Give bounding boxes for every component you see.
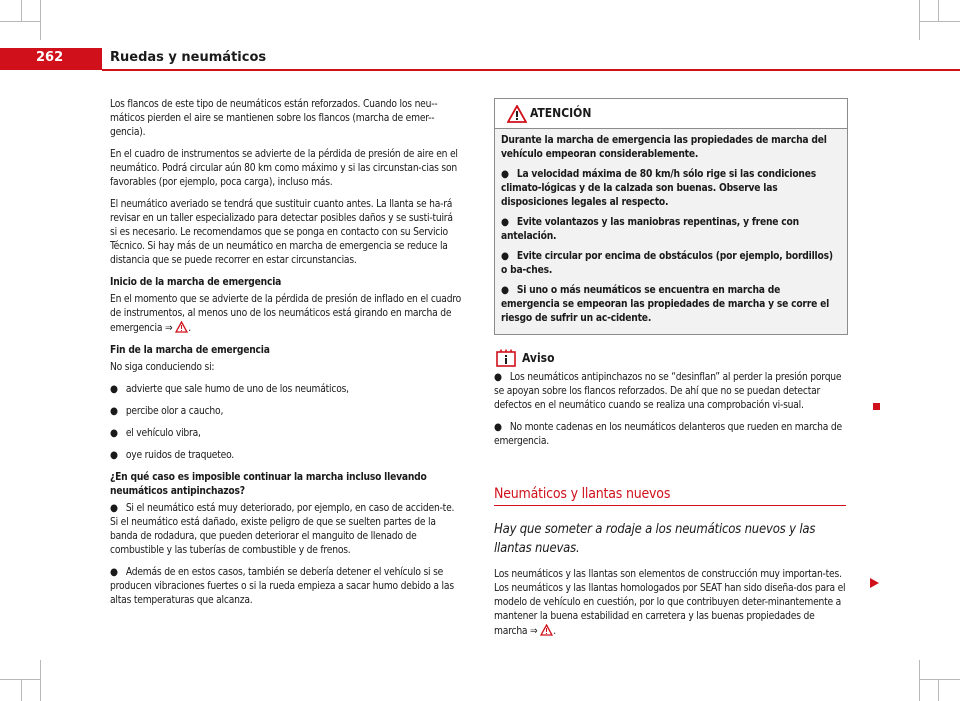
bullet-icon: ● <box>110 406 118 417</box>
warning-item <box>501 216 841 244</box>
list-item-text: advierte que sale humo de uno de los neumáticos, <box>125 384 349 395</box>
page-number: 262 <box>36 50 64 65</box>
warning-triangle-icon <box>507 105 527 123</box>
warning-item-text: Si uno o más neumáticos se encuentra en marcha de emergencia se empeoran las propiedades de marcha y se corre el riesgo de sufrir un ac-cidente. <box>501 285 830 324</box>
paragraph <box>494 568 846 639</box>
crop-mark <box>0 679 40 680</box>
section-title: Neumáticos y llantas nuevos <box>494 486 671 502</box>
crop-mark <box>40 0 41 40</box>
warning-item-text: Evite circular por encima de obstáculos (por ejemplo, bordillos) o ba-ches. <box>501 251 833 276</box>
bullet-icon: ● <box>110 503 118 514</box>
list-item-text: el vehículo vibra, <box>125 428 201 439</box>
note-item-text: Los neumáticos antipinchazos no se “desinflan” al perder la presión porque se apoyan sobre los flancos reforzados. De ahí que no se puedan detectar defectos en el neumático cuando se realiza una comprobación vi-sual. <box>494 372 842 411</box>
note-item <box>494 421 846 449</box>
list-item-text: Además de en estos casos, también se debería detener el vehículo si se producen vibraciones fuertes o si la rueda empieza a sacar humo debido a las altas temperaturas que alcanza. <box>110 567 454 606</box>
bullet-icon: ● <box>110 428 118 439</box>
bullet-icon: ● <box>501 251 509 262</box>
note-header <box>494 347 846 371</box>
crop-mark <box>938 680 939 701</box>
note-title: Aviso <box>522 351 555 365</box>
bullet-icon: ● <box>494 372 502 383</box>
paragraph-end: . <box>188 323 191 334</box>
list-item <box>110 502 462 558</box>
paragraph: El neumático averiado se tendrá que sustituir cuanto antes. La llanta se ha-rá revisar en un taller especializado para detectar posibles daños y se susti-tuirá si es necesario. Le recomendamos que se ponga en contacto con su Servicio Técnico. Si hay más de un neumático en marcha de emergencia se reduce la distancia que se puede recorrer en estar circunstancias. <box>110 199 453 266</box>
warning-triangle-icon[interactable] <box>175 321 188 333</box>
spacer <box>494 457 846 487</box>
bullet-icon: ● <box>501 169 509 180</box>
right-column <box>494 98 846 647</box>
note-item-text: No monte cadenas en los neumáticos delanteros que rueden en marcha de emergencia. <box>494 422 842 447</box>
bullet-icon: ● <box>110 384 118 395</box>
subheading-question: ¿En qué caso es imposible continuar la marcha incluso llevando neumáticos antipinchazos? <box>110 472 427 497</box>
bullet-icon: ● <box>494 422 502 433</box>
crop-mark <box>21 0 22 21</box>
page-title: Ruedas y neumáticos <box>110 50 267 65</box>
warning-intro: Durante la marcha de emergencia las propiedades de marcha del vehículo empeoran considerablemente. <box>501 135 827 160</box>
info-note-icon <box>496 349 516 367</box>
section-end-marker <box>873 403 880 410</box>
section-lead: Hay que someter a rodaje a los neumáticos nuevos y las llantas nuevas. <box>494 522 816 556</box>
paragraph: Los flancos de este tipo de neumáticos están reforzados. Cuando los neu-máticos pierden el aire se mantienen sobre los flancos (marcha de emer-gencia). <box>110 99 438 138</box>
bullet-icon: ● <box>110 450 118 461</box>
paragraph <box>110 293 462 336</box>
crop-mark <box>920 21 960 22</box>
subheading-start: Inicio de la marcha de emergencia <box>110 277 282 288</box>
list-item <box>110 427 462 441</box>
paragraph: En el cuadro de instrumentos se advierte de la pérdida de presión de aire en el neumático. Podrá circular aún 80 km como máximo y si las circunstan-cias son favorables (por ejemplo, poca carga), incluso más. <box>110 149 458 188</box>
warning-header <box>495 99 847 129</box>
list-item <box>110 383 462 397</box>
paragraph-end: . <box>553 626 556 637</box>
bullet-icon: ● <box>501 285 509 296</box>
bullet-icon: ● <box>110 567 118 578</box>
subheading-end: Fin de la marcha de emergencia <box>110 345 270 356</box>
warning-item-text: La velocidad máxima de 80 km/h sólo rige si las condiciones climato-lógicas y de la calzada son buenas. Observe las disposiciones legales al respecto. <box>501 169 817 208</box>
header-rule <box>102 69 960 71</box>
note-item <box>494 371 846 413</box>
crop-mark <box>919 0 920 40</box>
list-item-text: oye ruidos de traqueteo. <box>125 450 235 461</box>
list-item-text: percibe olor a caucho, <box>125 406 224 417</box>
crop-mark <box>40 660 41 701</box>
bullet-icon: ● <box>501 217 509 228</box>
crop-mark <box>920 679 960 680</box>
section-rule <box>494 505 846 506</box>
list-item <box>110 405 462 419</box>
warning-item <box>501 250 841 278</box>
warning-triangle-icon[interactable] <box>540 624 553 636</box>
warning-item <box>501 284 841 326</box>
crop-mark <box>21 680 22 701</box>
crop-mark <box>0 21 40 22</box>
warning-body <box>495 129 847 334</box>
list-item <box>110 449 462 463</box>
left-column <box>110 98 462 616</box>
paragraph: No siga conduciendo si: <box>110 362 215 373</box>
warning-box <box>494 98 848 335</box>
crop-mark <box>919 660 920 701</box>
next-page-arrow-icon[interactable] <box>868 577 880 589</box>
paragraph-text: En el momento que se advierte de la pérdida de presión de inflado en el cuadro de instrumentos, al menos uno de los neumáticos está girando en marcha de emergencia ⇒ <box>110 294 462 334</box>
warning-item <box>501 168 841 210</box>
crop-mark <box>938 0 939 21</box>
list-item <box>110 566 462 608</box>
warning-title: ATENCIÓN <box>530 106 592 120</box>
paragraph-text: Los neumáticos y las llantas son elementos de construcción muy importan-tes. Los neumáticos y las llantas homologados por SEAT han sido diseña-dos para el modelo de vehículo en cuestión, por lo que contribuyen deter-minantemente a mantener la buena estabilidad en carretera y las buenas propiedades de marcha ⇒ <box>494 569 846 637</box>
warning-item-text: Evite volantazos y las maniobras repentinas, y frene con antelación. <box>501 217 799 242</box>
list-item-text: Si el neumático está muy deteriorado, por ejemplo, en caso de acciden-te. Si el neumático está dañado, existe peligro de que se suelten partes de la banda de rodadura, que pueden deteriorar el manguito de llenado de combustible y las tuberías de combustible y de frenos. <box>110 503 455 556</box>
